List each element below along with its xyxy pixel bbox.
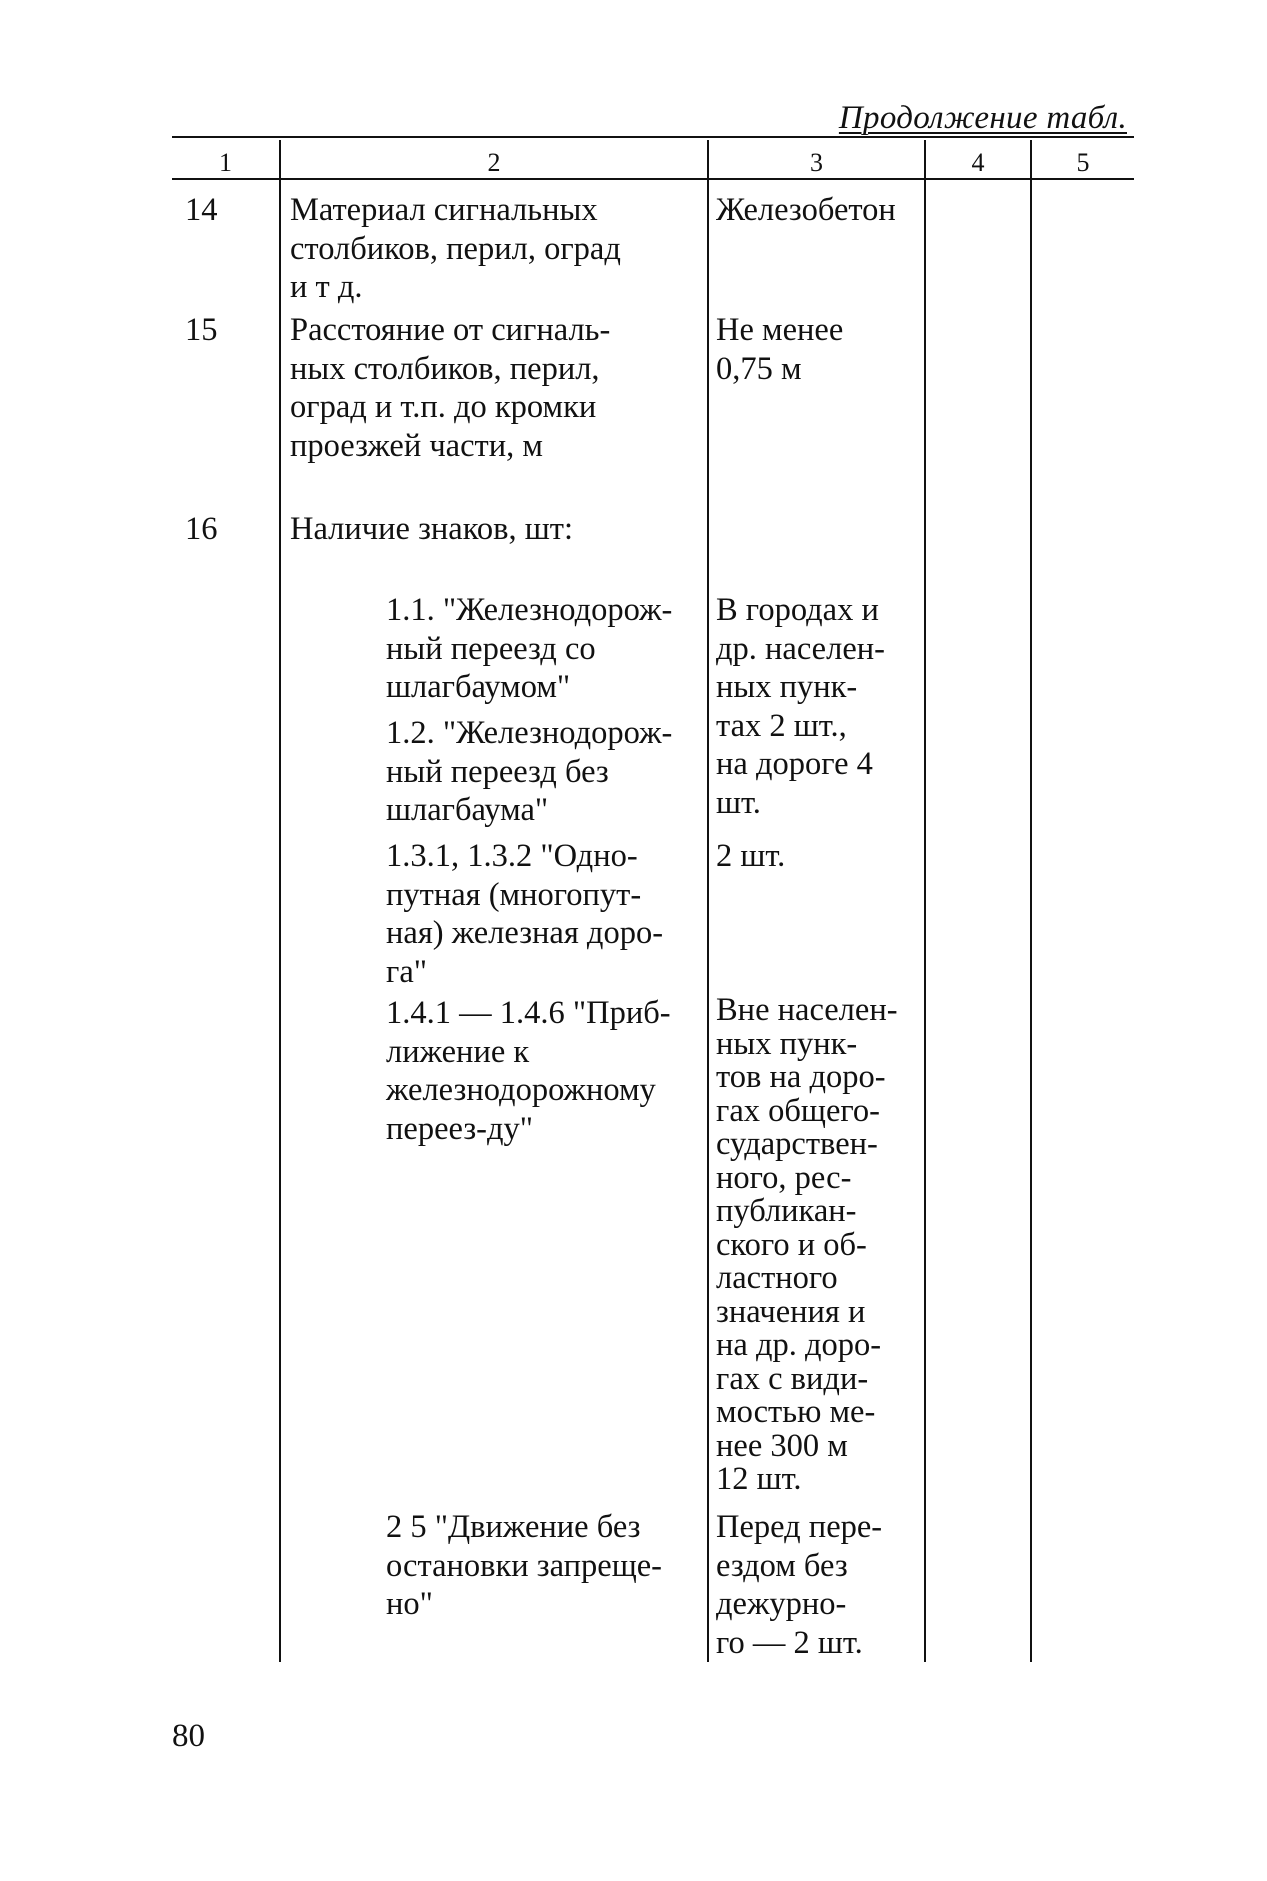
- row-value: Железобетон: [716, 192, 896, 228]
- sign-value: Перед пере- ездом без дежурно- го — 2 шт.: [716, 1509, 883, 1661]
- column-divider-2: [707, 140, 709, 1662]
- row-number: 16: [185, 511, 218, 547]
- page-number: 80: [172, 1718, 205, 1754]
- column-header-5: 5: [1076, 148, 1090, 177]
- sign-value: 2 шт.: [716, 838, 786, 874]
- sign-item: 1.4.1 — 1.4.6 "Приб- лижение к железнодорожному переез-ду": [386, 995, 671, 1147]
- column-header-1: 1: [219, 148, 232, 177]
- column-header-2: 2: [487, 148, 501, 177]
- sign-item: 2 5 "Движение без остановки запреще- но": [386, 1509, 662, 1622]
- table-header-rule: [172, 178, 1134, 180]
- row-parameter: Материал сигнальных столбиков, перил, оград и т д.: [290, 192, 621, 305]
- sign-value: Вне населен- ных пунк- тов на доро- гах общего- сударствен- ного, рес- публикан- ского и об- ластного значения и на др. доро- гах с види- мостью ме- нее 300 м 12 шт.: [716, 992, 898, 1497]
- column-divider-1: [279, 140, 281, 1662]
- row-parameter: Наличие знаков, шт:: [290, 511, 573, 547]
- table-continuation-label: Продолжение табл.: [838, 100, 1127, 136]
- column-header-3: 3: [810, 148, 823, 177]
- row-number: 14: [185, 192, 218, 228]
- column-divider-4: [1030, 140, 1032, 1662]
- row-parameter: Расстояние от сигналь- ных столбиков, перил, оград и т.п. до кромки проезжей части, м: [290, 312, 611, 464]
- sign-item: 1.1. "Железнодорож- ный переезд со шлагбаумом": [386, 592, 673, 705]
- sign-item: 1.2. "Железнодорож- ный переезд без шлагбаума": [386, 715, 673, 828]
- row-number: 15: [185, 312, 218, 348]
- column-header-4: 4: [971, 148, 985, 177]
- sign-item: 1.3.1, 1.3.2 "Одно- путная (многопут- ная) железная доро- га": [386, 838, 664, 990]
- column-divider-3: [924, 140, 926, 1662]
- sign-value: В городах и др. населен- ных пунк- тах 2 шт., на дороге 4 шт.: [716, 592, 885, 821]
- table-top-rule: [172, 136, 1134, 138]
- row-value: Не менее 0,75 м: [716, 312, 844, 387]
